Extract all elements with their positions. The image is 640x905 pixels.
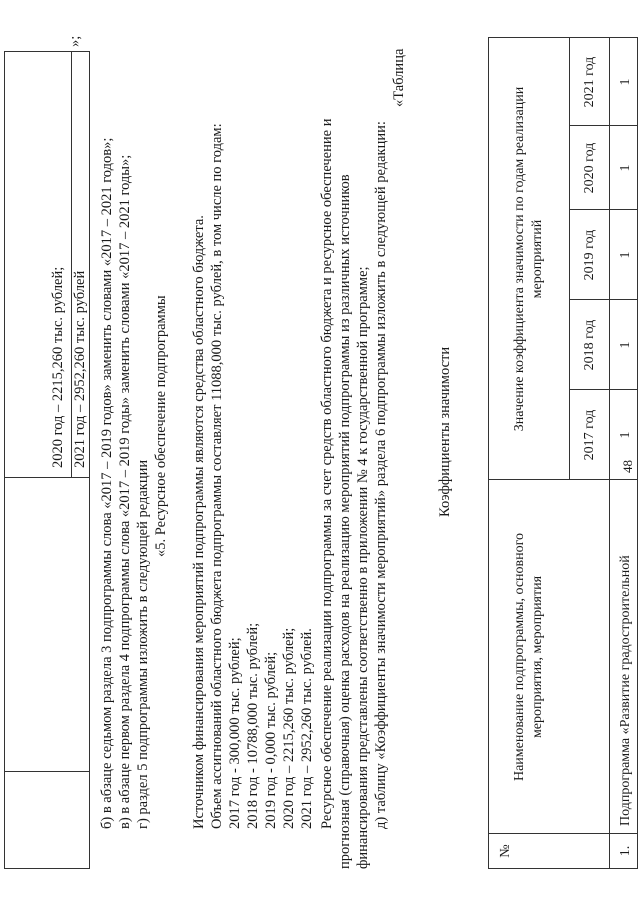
year-header-2021: 2021 год xyxy=(582,56,597,108)
paragraph-b: б) в абзаце седьмом раздела 3 подпрограммы слова «2017 – 2019 годов» заменить словами «2017 – 2021 годов»; xyxy=(99,137,115,829)
row1-value-2017: 1 xyxy=(618,431,633,439)
page-number: 48 xyxy=(620,460,635,473)
table-label: «Таблица xyxy=(391,48,407,107)
row1-number: 1. xyxy=(618,845,633,857)
resource-line-2: прогнозная (справочная) оценка расходов на реализацию мероприятий подпрограммы из различных источников xyxy=(337,174,353,869)
paragraph-d: д) таблицу «Коэффициенты значимости мероприятий» раздела 6 подпрограммы изложить в следующей редакции: xyxy=(373,121,389,829)
paragraph-volume: Объем ассигнований областного бюджета подпрограммы составляет 11088,000 тыс. рублей, в том числе по годам: xyxy=(209,123,225,829)
paragraph-source: Источником финансирования мероприятий подпрограммы являются средства областного бюджета. xyxy=(191,215,207,829)
col-header-name-2: мероприятия, мероприятия xyxy=(530,575,545,739)
coefficients-table xyxy=(488,37,638,869)
year-2017: 2017 год - 300,000 тыс. рублей; xyxy=(227,637,243,829)
year-2020: 2020 год – 2215,260 тыс. рублей; xyxy=(281,627,297,829)
resource-line-1: Ресурсное обеспечение реализации подпрограммы за счет средств областного бюджета и ресурсное обеспечение и xyxy=(319,118,335,829)
year-header-2017: 2017 год xyxy=(582,409,597,461)
closing-quote: »; xyxy=(67,35,83,47)
table-line-2020: 2020 год – 2215,260 тыс. рублей; xyxy=(50,266,66,468)
row1-name: Подпрограмма «Развитие градостроительной xyxy=(618,555,633,826)
col-header-value-1: Значение коэффициента значимости по годам реализации xyxy=(512,86,527,432)
col-header-name-1: Наименование подпрограммы, основного xyxy=(512,532,527,782)
row1-value-2019: 1 xyxy=(618,251,633,259)
paragraph-g: г) раздел 5 подпрограммы изложить в следующей редакции xyxy=(135,459,151,829)
funding-table-fragment xyxy=(4,51,90,869)
table-line-2021: 2021 год – 2952,260 тыс. рублей xyxy=(72,270,88,468)
year-header-2018: 2018 год xyxy=(582,319,597,371)
row1-value-2021: 1 xyxy=(618,78,633,86)
year-header-2019: 2019 год xyxy=(582,229,597,281)
year-2021: 2021 год – 2952,260 тыс. рублей. xyxy=(299,628,315,829)
year-2019: 2019 год - 0,000 тыс. рублей; xyxy=(263,651,279,829)
row1-value-2018: 1 xyxy=(618,341,633,349)
row1-value-2020: 1 xyxy=(618,164,633,172)
resource-line-3: финансирования представлены соответственно в приложении № 4 к государственной программе; xyxy=(355,266,371,869)
col-header-number: № xyxy=(498,844,513,858)
coefficients-title: Коэффициенты значимости xyxy=(437,346,453,517)
year-header-2020: 2020 год xyxy=(582,142,597,194)
col-header-value-2: мероприятий xyxy=(530,219,545,299)
section-title: «5. Ресурсное обеспечение подпрограммы xyxy=(153,295,169,557)
year-2018: 2018 год - 10788,000 тыс. рублей; xyxy=(245,622,261,829)
paragraph-v: в) в абзаце первом раздела 4 подпрограммы слова «2017 – 2019 годы» заменить словами «2017 – 2021 годы»; xyxy=(117,154,133,829)
